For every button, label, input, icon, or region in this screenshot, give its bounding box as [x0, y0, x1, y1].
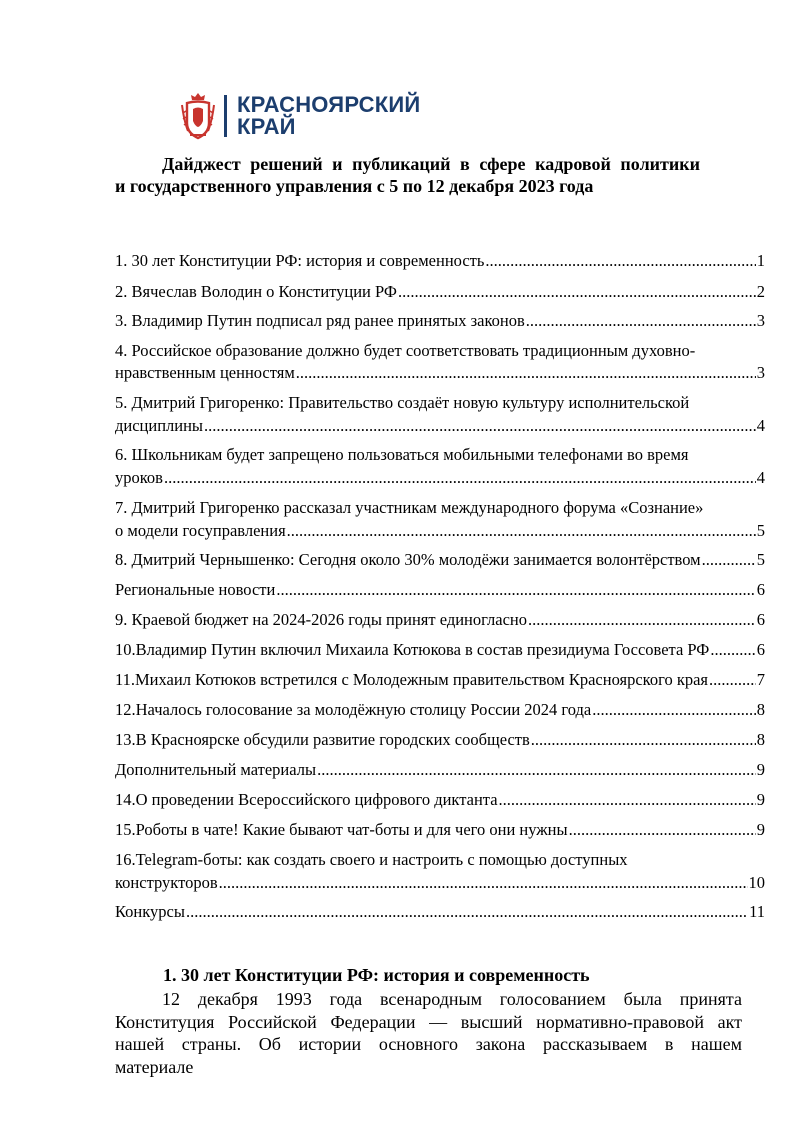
logo-divider [224, 95, 227, 137]
toc-page-number: 4 [756, 468, 765, 487]
toc-leader-dots [709, 670, 756, 690]
toc-page-number: 5 [756, 521, 765, 540]
toc-item-text: 10.Владимир Путин включил Михаила Котюкова в состав президиума Госсовета РФ [115, 640, 710, 659]
toc-item-additional-materials[interactable] [115, 760, 765, 780]
digest-title [115, 153, 700, 197]
toc-item-15[interactable] [115, 820, 765, 840]
toc-leader-dots [499, 790, 756, 810]
paragraph-line: Конституция Российской Федерации — высший нормативно-правовой акт [115, 1011, 742, 1032]
toc-page-number: 2 [756, 282, 765, 301]
toc-leader-dots [296, 363, 756, 383]
section-paragraph [115, 988, 742, 1078]
toc-item-text: 2. Вячеслав Володин о Конституции РФ [115, 282, 397, 301]
paragraph-line: нашей страны. Об истории основного закона рассказываем в нашем [115, 1034, 742, 1054]
toc-item-9[interactable] [115, 610, 765, 630]
toc-page-number: 6 [756, 640, 765, 659]
toc-leader-dots [276, 580, 755, 600]
toc-leader-dots [569, 820, 756, 840]
toc-leader-dots [485, 251, 755, 271]
toc-item-5-line1[interactable]: 5. Дмитрий Григоренко: Правительство создаёт новую культуру исполнительской [115, 393, 690, 412]
toc-item-1[interactable] [115, 251, 765, 271]
toc-leader-dots [531, 730, 756, 750]
toc-leader-dots [219, 873, 748, 893]
paragraph-line: материале [115, 1056, 194, 1077]
toc-item-text: 1. 30 лет Конституции РФ: история и современность [115, 251, 485, 270]
toc-item-16-line1[interactable]: 16.Telegram-боты: как создать своего и настроить с помощью доступных [115, 850, 628, 869]
toc-page-number: 9 [756, 760, 765, 779]
toc-item-text: 11.Михаил Котюков встретился с Молодежным правительством Красноярского края [115, 670, 709, 689]
toc-item-16[interactable] [115, 873, 765, 893]
toc-item-text: дисциплины [115, 416, 204, 435]
logo-line2: КРАЙ [237, 114, 296, 139]
toc-item-text: 8. Дмитрий Чернышенко: Сегодня около 30% молодёжи занимается волонтёрством [115, 550, 701, 569]
toc-page-number: 9 [756, 820, 765, 839]
toc-item-text: конструкторов [115, 873, 218, 892]
toc-item-text: 9. Краевой бюджет на 2024-2026 годы принят единогласно [115, 610, 528, 629]
toc-page-number: 7 [756, 670, 765, 689]
toc-item-4-line1[interactable]: 4. Российское образование должно будет соответствовать традиционным духовно- [115, 341, 696, 360]
toc-page-number: 11 [749, 902, 765, 921]
toc-item-text: 14.О проведении Всероссийского цифрового диктанта [115, 790, 498, 809]
toc-item-12[interactable] [115, 700, 765, 720]
toc-leader-dots [287, 521, 756, 541]
toc-item-3[interactable] [115, 311, 765, 331]
toc-leader-dots [204, 416, 756, 436]
toc-leader-dots [592, 700, 755, 720]
toc-item-6[interactable] [115, 468, 765, 488]
toc-item-14[interactable] [115, 790, 765, 810]
toc-page-number: 9 [756, 790, 765, 809]
logo-line1: КРАСНОЯРСКИЙ [237, 92, 421, 117]
toc-leader-dots [526, 311, 756, 331]
paragraph-line: 12 декабря 1993 года всенародным голосованием была принята [162, 989, 742, 1009]
toc-item-text: о модели госуправления [115, 521, 286, 540]
toc-page-number: 10 [748, 873, 765, 892]
toc-leader-dots [528, 610, 756, 630]
toc-item-11[interactable] [115, 670, 765, 690]
toc-item-5[interactable] [115, 416, 765, 436]
section-heading: 1. 30 лет Конституции РФ: история и современность [163, 965, 590, 985]
toc-leader-dots [710, 640, 755, 660]
toc-leader-dots [398, 282, 756, 302]
toc-item-contests[interactable] [115, 902, 765, 922]
toc-item-text: 15.Роботы в чате! Какие бывают чат-боты и для чего они нужны [115, 820, 568, 839]
toc-item-text: Конкурсы [115, 902, 185, 921]
toc-item-text: Региональные новости [115, 580, 276, 599]
toc-item-text: 13.В Красноярске обсудили развитие городских сообществ [115, 730, 530, 749]
toc-item-text: Дополнительный материалы [115, 760, 317, 779]
toc-leader-dots [702, 550, 756, 570]
toc-item-regional-news[interactable] [115, 580, 765, 600]
toc-page-number: 8 [756, 700, 765, 719]
toc-item-7[interactable] [115, 521, 765, 541]
toc-page-number: 5 [756, 550, 765, 569]
toc-page-number: 3 [756, 363, 765, 382]
toc-leader-dots [186, 902, 748, 922]
toc-item-text: уроков [115, 468, 163, 487]
toc-item-text: 3. Владимир Путин подписал ряд ранее принятых законов [115, 311, 525, 330]
toc-item-text: 12.Началось голосование за молодёжную столицу России 2024 года [115, 700, 592, 719]
toc-item-8[interactable] [115, 550, 765, 570]
toc-item-4[interactable] [115, 363, 765, 383]
toc-page-number: 3 [756, 311, 765, 330]
coat-of-arms-icon [180, 91, 216, 141]
toc-item-2[interactable] [115, 282, 765, 302]
header-logo [180, 90, 420, 142]
toc-page-number: 4 [756, 416, 765, 435]
logo-wordmark [237, 94, 420, 138]
digest-title-line1: Дайджест решений и публикаций в сфере кадровой политики [162, 154, 700, 174]
toc-item-6-line1[interactable]: 6. Школьникам будет запрещено пользоваться мобильными телефонами во время [115, 445, 689, 464]
toc-leader-dots [317, 760, 756, 780]
toc-page-number: 6 [756, 580, 765, 599]
digest-title-line2: и государственного управления с 5 по 12 декабря 2023 года [115, 176, 594, 196]
toc-item-7-line1[interactable]: 7. Дмитрий Григоренко рассказал участникам международного форума «Сознание» [115, 498, 704, 517]
toc-page-number: 8 [756, 730, 765, 749]
toc-item-13[interactable] [115, 730, 765, 750]
toc-item-10[interactable] [115, 640, 765, 660]
toc-page-number: 6 [756, 610, 765, 629]
toc-page-number: 1 [756, 251, 765, 270]
toc-leader-dots [164, 468, 756, 488]
toc-item-text: нравственным ценностям [115, 363, 295, 382]
